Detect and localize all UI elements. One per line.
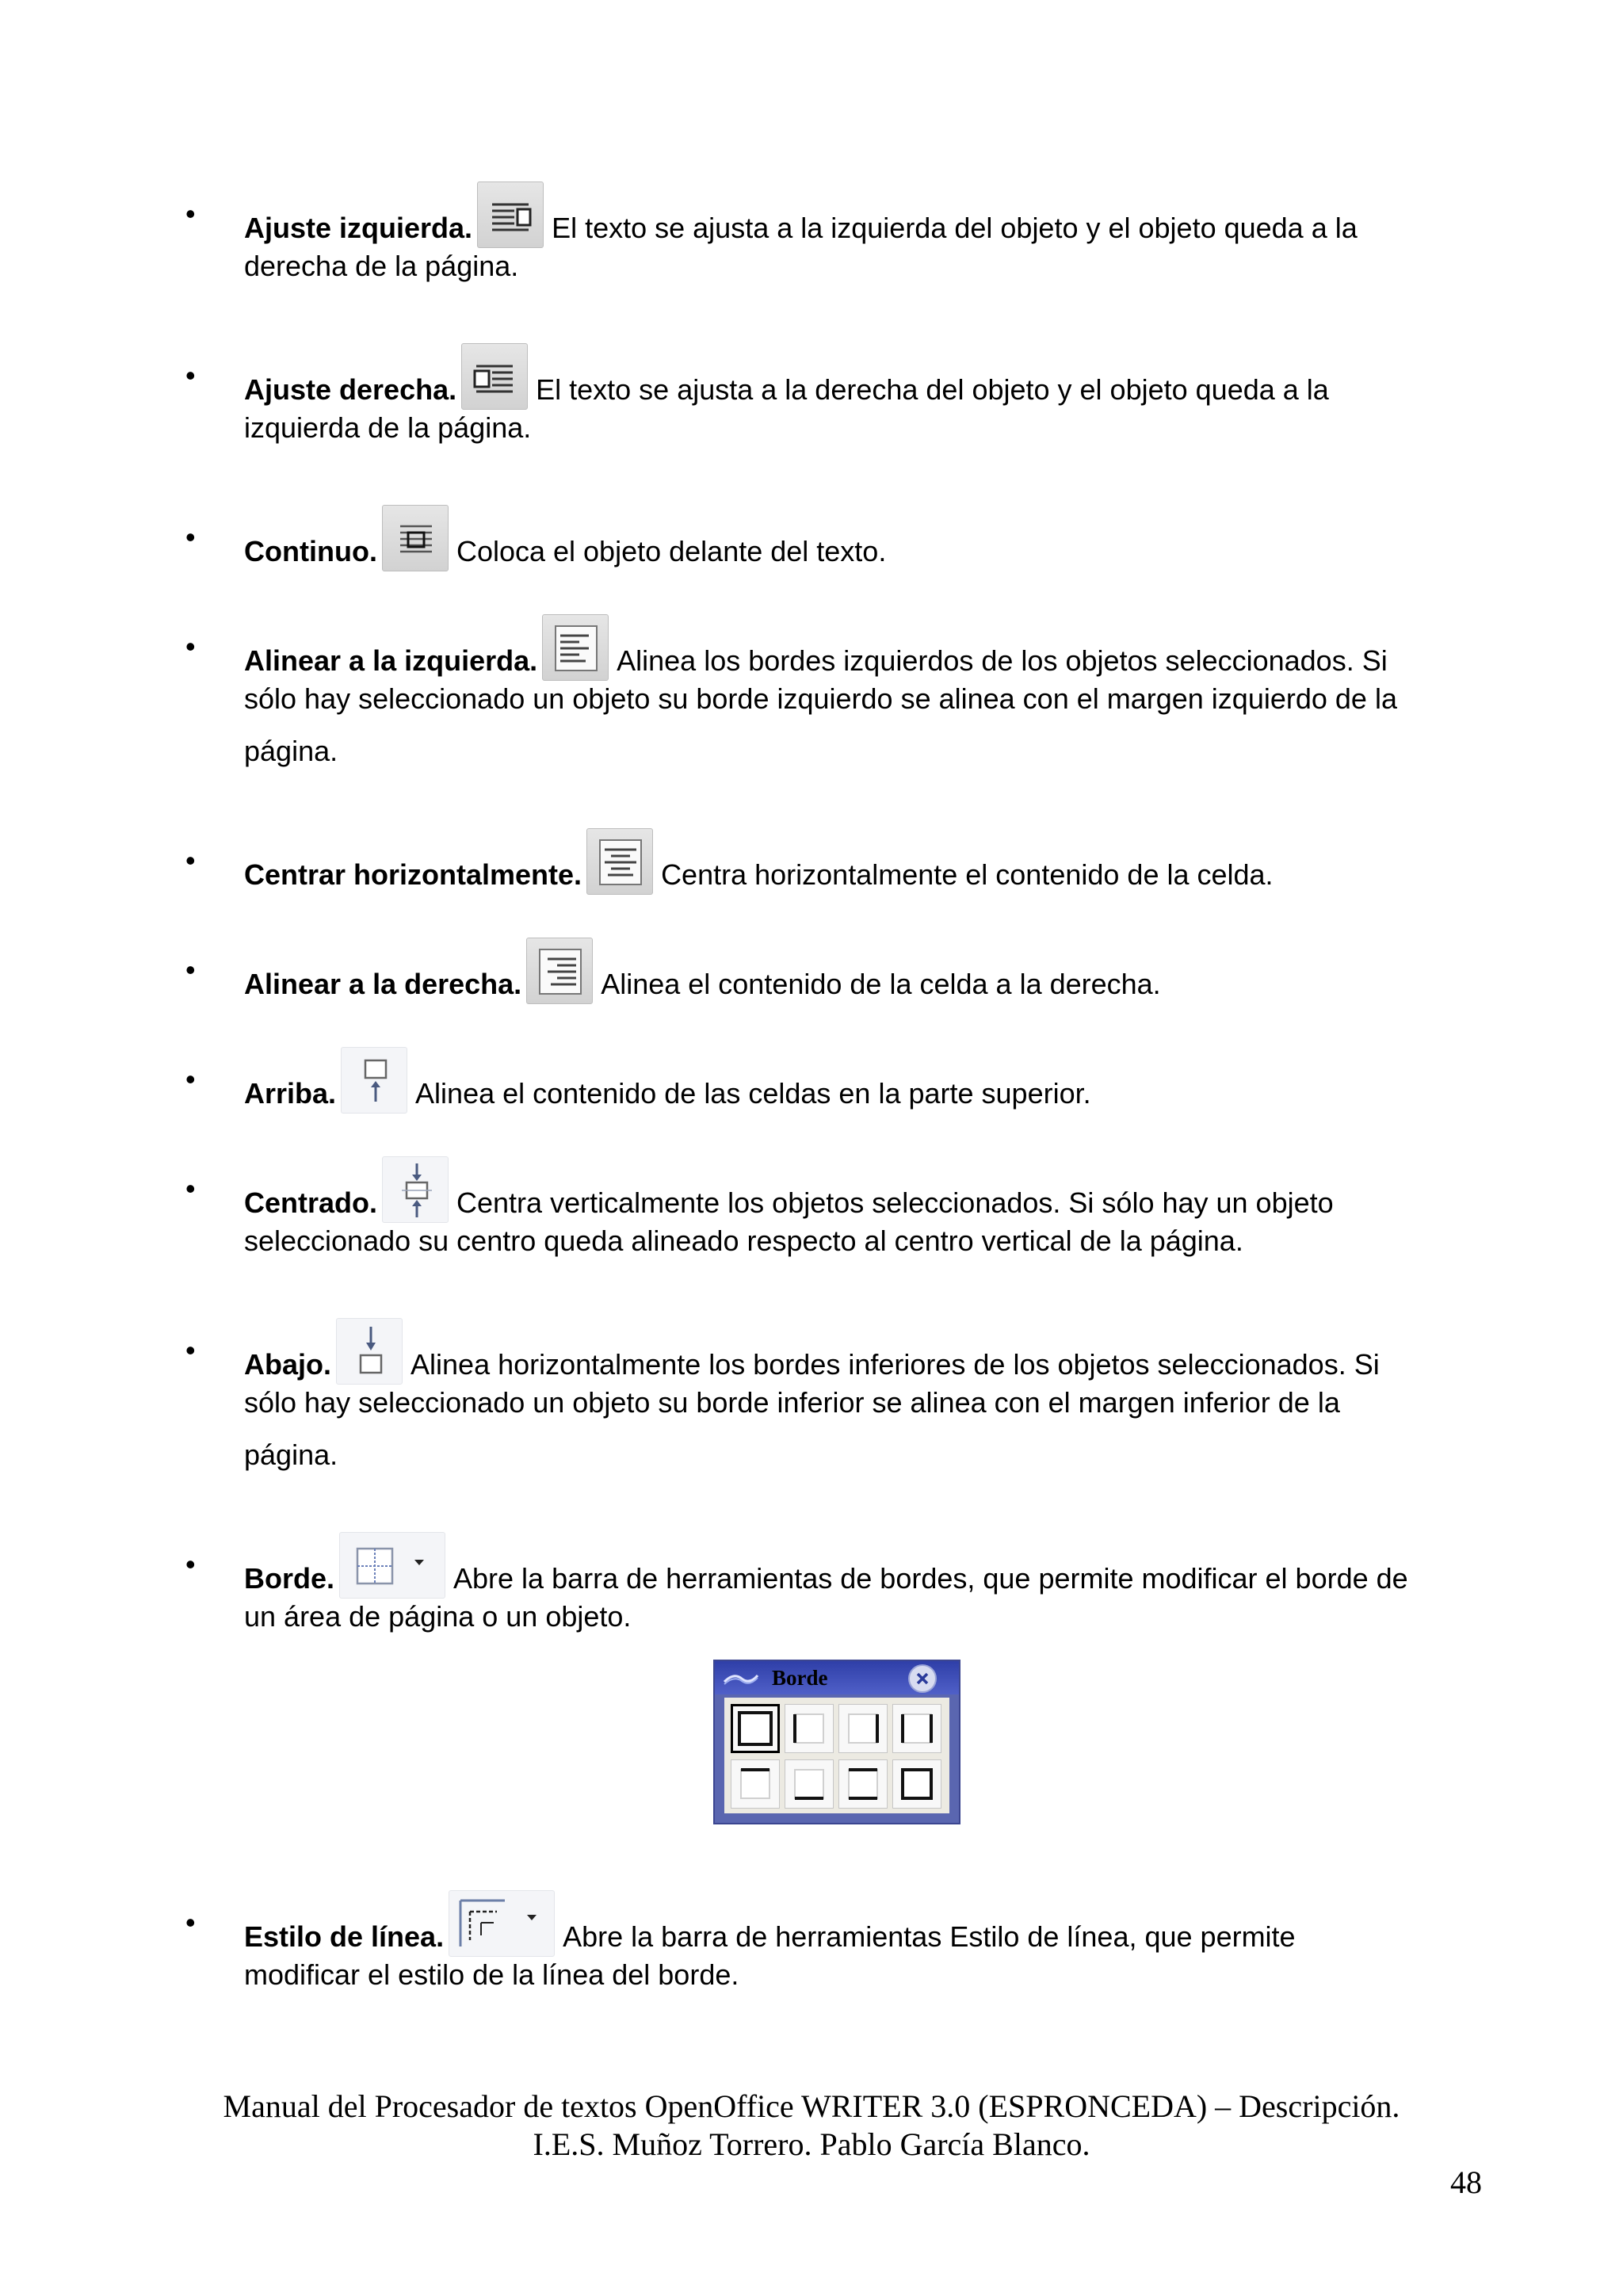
bullet: •: [185, 197, 196, 230]
footer-line-1: Manual del Procesador de textos OpenOffice WRITER 3.0 (ESPRONCEDA) – Descripción.: [223, 2088, 1400, 2124]
border-option-bottom[interactable]: [785, 1759, 834, 1809]
border-option-right[interactable]: [838, 1704, 888, 1753]
item-term: Abajo.: [244, 1348, 332, 1381]
wrap-through-icon: [382, 505, 449, 571]
item-text: Alinea el contenido de la celda a la derecha.: [601, 968, 1161, 1000]
align-vertical-center-icon: [382, 1156, 449, 1223]
border-option-top-bottom[interactable]: [838, 1759, 888, 1809]
item-text: Alinea horizontalmente los bordes inferiores de los objetos seleccionados. Si: [411, 1348, 1380, 1381]
bullet: •: [185, 1063, 196, 1095]
item-text: sólo hay seleccionado un objeto su borde inferior se alinea con el margen inferior de la: [244, 1386, 1340, 1419]
borde-toolbar-screenshot: [713, 1660, 960, 1824]
border-option-left-right[interactable]: [892, 1704, 941, 1753]
item-text: El texto se ajusta a la derecha del objeto y el objeto queda a la: [536, 373, 1329, 406]
bullet: •: [185, 1334, 196, 1366]
border-option-left[interactable]: [785, 1704, 834, 1753]
align-right-icon: [526, 938, 593, 1004]
borde-options-grid: [724, 1698, 949, 1813]
page-number: 48: [1450, 2164, 1482, 2200]
border-option-top[interactable]: [731, 1759, 780, 1809]
item-term: Ajuste izquierda.: [244, 212, 473, 244]
item-text: Alinea el contenido de las celdas en la parte superior.: [415, 1077, 1091, 1110]
item-text: Abre la barra de herramientas de bordes, que permite modificar el borde de: [453, 1562, 1408, 1595]
align-left-icon: [542, 614, 609, 681]
bullet: •: [185, 630, 196, 663]
wrap-left-icon: [477, 181, 544, 248]
item-text: Alinea los bordes izquierdos de los objetos seleccionados. Si: [617, 644, 1388, 677]
item-term: Arriba.: [244, 1077, 337, 1110]
close-icon[interactable]: [908, 1664, 937, 1693]
align-bottom-icon: [336, 1318, 403, 1385]
item-text: El texto se ajusta a la izquierda del objeto y el objeto queda a la: [552, 212, 1358, 244]
line-style-dropdown-icon[interactable]: [449, 1890, 555, 1957]
border-option-none[interactable]: [731, 1704, 780, 1753]
bullet: •: [185, 844, 196, 877]
toolbar-menu-icon[interactable]: [723, 1671, 759, 1685]
item-text: un área de página o un objeto.: [244, 1600, 632, 1633]
align-center-icon: [586, 828, 653, 895]
bullet: •: [185, 953, 196, 986]
item-text: izquierda de la página.: [244, 411, 532, 444]
item-text: derecha de la página.: [244, 250, 519, 282]
bullet: •: [185, 359, 196, 392]
item-text: Abre la barra de herramientas Estilo de línea, que permite: [563, 1920, 1296, 1953]
item-term: Alinear a la derecha.: [244, 968, 522, 1000]
bullet: •: [185, 1906, 196, 1939]
item-term: Estilo de línea.: [244, 1920, 445, 1953]
item-text: Centra verticalmente los objetos seleccionados. Si sólo hay un objeto: [456, 1186, 1334, 1219]
item-text: página.: [244, 1438, 338, 1471]
borde-toolbar-title-bar: [715, 1661, 959, 1694]
item-term: Alinear a la izquierda.: [244, 644, 538, 677]
item-text: página.: [244, 735, 338, 767]
item-text: Centra horizontalmente el contenido de la celda.: [661, 858, 1274, 891]
borde-toolbar-title: Borde: [772, 1666, 828, 1690]
item-term: Continuo.: [244, 535, 377, 567]
wrap-right-icon: [461, 343, 528, 410]
item-term: Borde.: [244, 1562, 335, 1595]
bullet: •: [185, 1548, 196, 1580]
item-term: Centrar horizontalmente.: [244, 858, 582, 891]
bullet: •: [185, 521, 196, 553]
bullet: •: [185, 1172, 196, 1205]
item-text: Coloca el objeto delante del texto.: [456, 535, 887, 567]
item-text: seleccionado su centro queda alineado respecto al centro vertical de la página.: [244, 1224, 1243, 1257]
item-text: sólo hay seleccionado un objeto su borde izquierdo se alinea con el margen izquierdo de la: [244, 682, 1397, 715]
borders-dropdown-icon[interactable]: [339, 1532, 445, 1599]
footer-line-2: I.E.S. Muñoz Torrero. Pablo García Blanco.: [533, 2126, 1090, 2162]
item-text: modificar el estilo de la línea del borde.: [244, 1958, 739, 1991]
border-option-all[interactable]: [892, 1759, 941, 1809]
item-term: Centrado.: [244, 1186, 378, 1219]
item-term: Ajuste derecha.: [244, 373, 457, 406]
align-top-icon: [341, 1047, 407, 1114]
